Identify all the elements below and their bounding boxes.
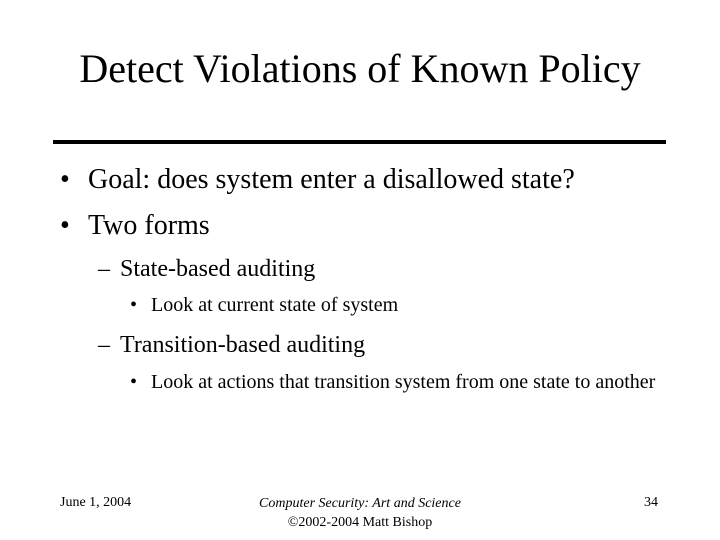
- subsub-item-actions: [130, 370, 670, 395]
- bullet-marker: •: [60, 164, 70, 195]
- footer-course-title: Computer Security: Art and Science: [259, 496, 461, 511]
- bullet-item-forms: [60, 210, 210, 242]
- subsub-item-text: Look at actions that transition system from one state to another: [151, 371, 656, 393]
- bullet-item-goal: [60, 164, 575, 196]
- bullet-marker: •: [130, 294, 138, 316]
- slide-title: Detect Violations of Known Policy: [79, 46, 641, 91]
- dash-marker: –: [98, 256, 110, 282]
- bullet-marker: •: [60, 210, 70, 241]
- bullet-text: Two forms: [88, 210, 210, 241]
- dash-marker: –: [98, 332, 110, 358]
- sub-item-text: State-based auditing: [120, 256, 316, 282]
- subsub-item-current-state: [130, 293, 670, 318]
- sub-item-text: Transition-based auditing: [120, 332, 366, 358]
- footer-copyright: ©2002-2004 Matt Bishop: [287, 515, 433, 530]
- sub-item-transition-based: [98, 331, 365, 359]
- sub-item-state-based: [98, 255, 315, 283]
- page-number: 34: [644, 495, 658, 510]
- bullet-marker: •: [130, 371, 138, 393]
- footer-date: June 1, 2004: [60, 495, 132, 510]
- bullet-text: Goal: does system enter a disallowed state?: [88, 164, 575, 195]
- footer-credits: [220, 494, 500, 532]
- subsub-item-text: Look at current state of system: [151, 294, 399, 316]
- title-divider: [53, 140, 666, 144]
